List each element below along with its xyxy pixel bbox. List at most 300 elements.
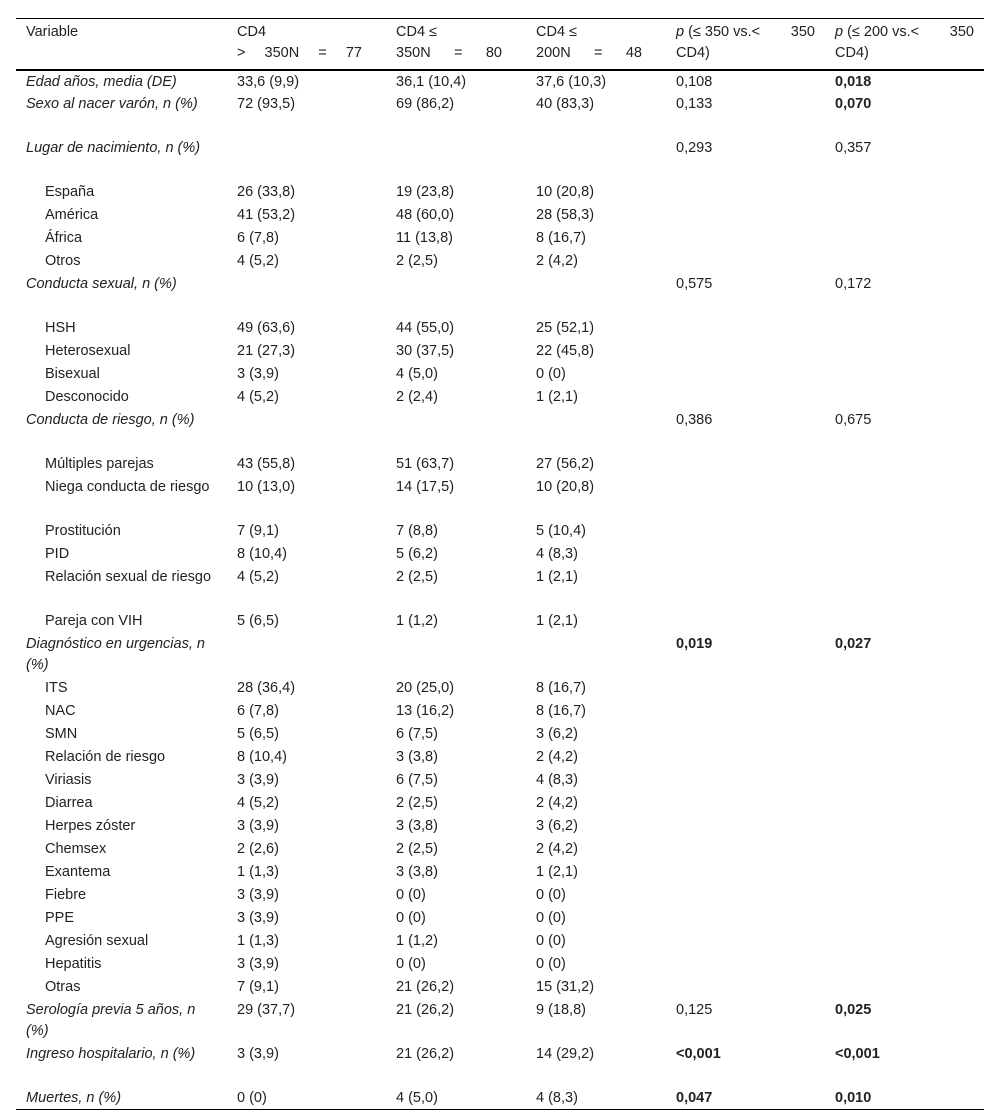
header-g3-n: 200N xyxy=(536,45,571,61)
cell-c1: 3 (3,9) xyxy=(237,886,279,903)
table-row xyxy=(16,633,984,677)
cell-c3: 3 (6,2) xyxy=(536,725,578,742)
table-row xyxy=(16,792,984,815)
header-p-350 xyxy=(666,19,825,70)
cell-c2: 21 (26,2) xyxy=(396,1001,455,1018)
cell-c3: 22 (45,8) xyxy=(536,342,595,359)
cell-c2: 2 (2,5) xyxy=(396,794,438,811)
row-label-text: Fiebre xyxy=(45,886,87,903)
table-row xyxy=(16,884,984,907)
table-row xyxy=(16,838,984,861)
cell-p2 xyxy=(825,792,984,815)
cell-c2: 21 (26,2) xyxy=(396,978,455,995)
row-label-text: Exantema xyxy=(45,863,111,880)
cell-c2: 13 (16,2) xyxy=(396,702,455,719)
cell-c2: 4 (5,0) xyxy=(396,365,438,382)
cell-c3: 40 (83,3) xyxy=(536,95,595,112)
category-label xyxy=(16,884,227,907)
table-row xyxy=(16,520,984,543)
cell-p2 xyxy=(825,520,984,543)
cell-c2: 6 (7,5) xyxy=(396,771,438,788)
cell-p1 xyxy=(666,317,825,340)
cell-p2 xyxy=(825,250,984,273)
cell-c3: 8 (16,7) xyxy=(536,679,586,696)
cell-p1 xyxy=(666,792,825,815)
header-g1-op: > xyxy=(237,45,246,61)
cell-c1: 10 (13,0) xyxy=(237,478,296,495)
category-label xyxy=(16,250,227,273)
cell-c2: 36,1 (10,4) xyxy=(396,73,467,90)
cell-c3: 10 (20,8) xyxy=(536,183,595,200)
table-row xyxy=(16,700,984,723)
cell-c3: 0 (0) xyxy=(536,909,566,926)
row-label-text: NAC xyxy=(45,702,76,719)
cell-p1: 0,293 xyxy=(676,139,713,156)
variable-label xyxy=(16,273,227,317)
cell-c2: 4 (5,0) xyxy=(386,1087,526,1110)
header-row xyxy=(16,19,984,70)
cell-p2: 0,018 xyxy=(835,73,872,90)
cell-p2 xyxy=(825,543,984,566)
category-label xyxy=(16,907,227,930)
cell-p2 xyxy=(825,861,984,884)
table-row xyxy=(16,999,984,1043)
cell-p1: 0,575 xyxy=(676,275,713,292)
cell-c3: 2 (4,2) xyxy=(536,794,578,811)
cell-p1: 0,386 xyxy=(676,411,713,428)
header-p2-symbol: p xyxy=(835,24,844,40)
cell-c1: 7 (9,1) xyxy=(237,522,279,539)
cell-c1: 4 (5,2) xyxy=(237,388,279,405)
cell-c2: 2 (2,5) xyxy=(396,840,438,857)
cell-p2 xyxy=(825,227,984,250)
cell-c3: 2 (4,2) xyxy=(536,840,578,857)
header-p-200-line2: CD4) xyxy=(835,45,869,61)
row-label-text: Múltiples parejas xyxy=(45,455,154,472)
cell-c2: 30 (37,5) xyxy=(396,342,455,359)
header-cd4-le-350-line2 xyxy=(396,43,502,64)
cell-p1 xyxy=(666,204,825,227)
category-label xyxy=(16,861,227,884)
cell-c1: 1 (1,3) xyxy=(237,863,279,880)
variable-label xyxy=(16,70,227,93)
table-row xyxy=(16,907,984,930)
cell-c2: 0 (0) xyxy=(396,955,426,972)
table-row xyxy=(16,1043,984,1087)
cell-p1: 0,133 xyxy=(676,95,713,112)
cell-c3: 37,6 (10,3) xyxy=(536,73,607,90)
header-g2-n: 350N xyxy=(396,45,431,61)
category-label xyxy=(16,520,227,543)
cell-p1 xyxy=(666,723,825,746)
table-row xyxy=(16,861,984,884)
cell-c3 xyxy=(526,409,666,453)
cell-p1 xyxy=(666,838,825,861)
cell-p1 xyxy=(666,861,825,884)
cell-c3: 1 (2,1) xyxy=(536,612,578,629)
cell-p2 xyxy=(825,453,984,476)
header-g3-count: 48 xyxy=(625,45,642,61)
category-label xyxy=(16,317,227,340)
cell-c1: 6 (7,8) xyxy=(237,702,279,719)
cell-c2: 11 (13,8) xyxy=(396,229,453,246)
category-label xyxy=(16,453,227,476)
cell-c2: 69 (86,2) xyxy=(396,95,455,112)
cell-p2 xyxy=(825,181,984,204)
cell-p1 xyxy=(666,386,825,409)
cell-p2 xyxy=(825,677,984,700)
cell-c1: 33,6 (9,9) xyxy=(237,73,300,90)
row-label-text: Sexo al nacer varón, n (%) xyxy=(26,95,198,112)
cell-c3: 1 (2,1) xyxy=(536,388,578,405)
cell-c3: 0 (0) xyxy=(536,365,566,382)
table-row xyxy=(16,1087,984,1110)
row-label-text: Relación de riesgo xyxy=(45,748,166,765)
header-p1-value: 350 xyxy=(790,24,815,40)
header-cd4-gt-350-line2 xyxy=(237,43,362,64)
cell-c2: 2 (2,4) xyxy=(396,388,438,405)
header-cd4-le-350 xyxy=(386,19,526,70)
cell-p1 xyxy=(666,700,825,723)
cell-c1: 0 (0) xyxy=(227,1087,386,1110)
cell-c2: 44 (55,0) xyxy=(396,319,455,336)
cell-p2: 0,025 xyxy=(835,1001,872,1018)
cell-p2 xyxy=(825,769,984,792)
cell-c1: 8 (10,4) xyxy=(237,545,287,562)
cell-c1: 3 (3,9) xyxy=(237,771,279,788)
cell-c1: 72 (93,5) xyxy=(237,95,296,112)
row-label-text: Otras xyxy=(45,978,81,995)
cell-c2: 3 (3,8) xyxy=(396,748,438,765)
cell-p2 xyxy=(825,838,984,861)
cell-c3: 3 (6,2) xyxy=(536,817,578,834)
cell-p2 xyxy=(825,700,984,723)
table-row xyxy=(16,273,984,317)
row-label-text: Viriasis xyxy=(45,771,92,788)
category-label xyxy=(16,543,227,566)
cell-p1 xyxy=(666,815,825,838)
cell-p2 xyxy=(825,723,984,746)
cell-c1: 41 (53,2) xyxy=(237,206,296,223)
cell-c3 xyxy=(526,137,666,181)
cell-c1: 4 (5,2) xyxy=(237,794,279,811)
header-cd4-le-200-line1: CD4 ≤ xyxy=(536,24,577,40)
cell-p1 xyxy=(666,677,825,700)
row-label-text: África xyxy=(45,229,83,246)
header-g3-eq: = xyxy=(594,45,603,61)
cell-c3 xyxy=(526,273,666,317)
cell-c3: 8 (16,7) xyxy=(536,702,586,719)
row-label-text: Diagnóstico en urgencias, n (%) xyxy=(26,635,205,673)
cell-c2: 0 (0) xyxy=(396,886,426,903)
row-label-text: Niega conducta de riesgo xyxy=(45,478,210,495)
header-variable-text: Variable xyxy=(26,24,79,40)
cell-c2: 51 (63,7) xyxy=(396,455,455,472)
cell-p1: 0,047 xyxy=(666,1087,825,1110)
cell-p1: 0,108 xyxy=(676,73,713,90)
row-label-text: Relación sexual de riesgo xyxy=(45,568,212,585)
row-label-text: PID xyxy=(45,545,70,562)
cell-p2 xyxy=(825,476,984,520)
cell-p1: 0,125 xyxy=(676,1001,713,1018)
table-row xyxy=(16,746,984,769)
cell-c1: 3 (3,9) xyxy=(237,1045,279,1062)
row-label-text: Muertes, n (%) xyxy=(26,1089,122,1106)
cell-c1: 6 (7,8) xyxy=(237,229,279,246)
header-g1-count: 77 xyxy=(345,45,362,61)
header-variable xyxy=(16,19,227,70)
cell-p2 xyxy=(825,746,984,769)
cell-c2: 3 (3,8) xyxy=(396,863,438,880)
header-g2-eq: = xyxy=(454,45,463,61)
header-p-200 xyxy=(825,19,984,70)
cell-c2: 20 (25,0) xyxy=(396,679,455,696)
cell-c3: 1 (2,1) xyxy=(536,863,578,880)
cell-c1: 3 (3,9) xyxy=(237,955,279,972)
category-label xyxy=(16,976,227,999)
header-p2-text: (≤ 200 vs.< xyxy=(843,24,920,40)
cell-c3: 27 (56,2) xyxy=(536,455,595,472)
cell-p2 xyxy=(825,610,984,633)
row-label-text: Lugar de nacimiento, n (%) xyxy=(26,139,201,156)
variable-label xyxy=(16,93,227,137)
table-row xyxy=(16,386,984,409)
row-label-text: SMN xyxy=(45,725,78,742)
cell-p1 xyxy=(666,566,825,610)
cell-c2: 19 (23,8) xyxy=(396,183,455,200)
cell-p1 xyxy=(666,227,825,250)
cell-c2: 1 (1,2) xyxy=(396,612,438,629)
category-label xyxy=(16,838,227,861)
cell-p2 xyxy=(825,340,984,363)
cell-p2 xyxy=(825,204,984,227)
header-p-350-line1 xyxy=(676,22,815,43)
variable-label xyxy=(16,633,227,677)
table-row xyxy=(16,677,984,700)
cell-c3: 0 (0) xyxy=(536,955,566,972)
row-label-text: PPE xyxy=(45,909,75,926)
cell-p1 xyxy=(666,976,825,999)
table-row xyxy=(16,204,984,227)
header-cd4-gt-350 xyxy=(227,19,386,70)
cell-c2: 3 (3,8) xyxy=(396,817,438,834)
category-label xyxy=(16,723,227,746)
cell-p1 xyxy=(666,769,825,792)
category-label xyxy=(16,930,227,953)
header-cd4-le-350-line1: CD4 ≤ xyxy=(396,24,437,40)
cell-c3: 2 (4,2) xyxy=(536,252,578,269)
category-label xyxy=(16,227,227,250)
header-g1-eq: = xyxy=(318,45,327,61)
header-g1-n: 350N xyxy=(264,45,300,61)
header-p-200-line1 xyxy=(835,22,974,43)
row-label-text: HSH xyxy=(45,319,76,336)
table-row xyxy=(16,723,984,746)
cell-c1: 4 (5,2) xyxy=(237,568,279,585)
row-label-text: Heterosexual xyxy=(45,342,131,359)
category-label xyxy=(16,792,227,815)
cell-p1 xyxy=(666,453,825,476)
category-label xyxy=(16,953,227,976)
row-label-text: América xyxy=(45,206,99,223)
header-p2-value: 350 xyxy=(949,24,974,40)
cell-c3: 10 (20,8) xyxy=(536,478,595,495)
cell-c1: 29 (37,7) xyxy=(237,1001,296,1018)
category-label xyxy=(16,815,227,838)
header-g2-count: 80 xyxy=(485,45,502,61)
cell-c1: 5 (6,5) xyxy=(237,725,279,742)
cell-p2: 0,172 xyxy=(835,275,872,292)
cell-c1: 3 (3,9) xyxy=(237,365,279,382)
table-row xyxy=(16,363,984,386)
row-label-text: España xyxy=(45,183,95,200)
row-label-text: Bisexual xyxy=(45,365,100,382)
cell-p2 xyxy=(825,386,984,409)
table-row xyxy=(16,137,984,181)
row-label-text: Conducta sexual, n (%) xyxy=(26,275,177,292)
cell-c1: 26 (33,8) xyxy=(237,183,296,200)
row-label-text: Desconocido xyxy=(45,388,129,405)
category-label xyxy=(16,204,227,227)
cell-c2: 5 (6,2) xyxy=(396,545,438,562)
table-row xyxy=(16,70,984,93)
cell-p1: 0,019 xyxy=(676,635,713,652)
row-label-text: Prostitución xyxy=(45,522,121,539)
cell-p2 xyxy=(825,363,984,386)
table-row xyxy=(16,543,984,566)
row-label-text: Pareja con VIH xyxy=(45,612,143,629)
table-row xyxy=(16,340,984,363)
cell-p1 xyxy=(666,884,825,907)
cell-c3: 14 (29,2) xyxy=(536,1045,595,1062)
cell-c1: 7 (9,1) xyxy=(237,978,279,995)
cell-p1: <0,001 xyxy=(676,1045,721,1062)
category-label xyxy=(16,181,227,204)
cell-c1: 4 (5,2) xyxy=(237,252,279,269)
cell-p1 xyxy=(666,476,825,520)
cell-c1: 49 (63,6) xyxy=(237,319,296,336)
category-label xyxy=(16,610,227,633)
cell-c3: 4 (8,3) xyxy=(536,771,578,788)
variable-label xyxy=(16,999,227,1043)
table-row xyxy=(16,930,984,953)
cell-p2 xyxy=(825,884,984,907)
header-cd4-le-200 xyxy=(526,19,666,70)
table-body xyxy=(16,70,984,1110)
cell-c2 xyxy=(386,633,526,677)
cell-c3: 15 (31,2) xyxy=(536,978,595,995)
table-row xyxy=(16,610,984,633)
cell-c2: 2 (2,5) xyxy=(396,568,438,585)
table-row xyxy=(16,409,984,453)
cell-c2 xyxy=(386,409,526,453)
row-label-text: Diarrea xyxy=(45,794,93,811)
cell-c3: 25 (52,1) xyxy=(536,319,595,336)
category-label xyxy=(16,769,227,792)
cell-p1 xyxy=(666,746,825,769)
variable-label xyxy=(16,1087,227,1110)
cell-p1 xyxy=(666,610,825,633)
category-label xyxy=(16,566,227,610)
cell-c1: 5 (6,5) xyxy=(237,612,279,629)
table-row xyxy=(16,227,984,250)
cell-c2: 21 (26,2) xyxy=(396,1045,455,1062)
variable-label xyxy=(16,409,227,453)
cell-p1 xyxy=(666,340,825,363)
cell-p2: 0,070 xyxy=(835,95,872,112)
cell-c2: 14 (17,5) xyxy=(396,478,455,495)
cell-c3: 0 (0) xyxy=(536,886,566,903)
cell-c3: 8 (16,7) xyxy=(536,229,586,246)
cell-c3: 4 (8,3) xyxy=(526,1087,666,1110)
table-row xyxy=(16,250,984,273)
table-header xyxy=(16,19,984,70)
row-label-text: Herpes zóster xyxy=(45,817,136,834)
table-row xyxy=(16,317,984,340)
row-label-text: Serología previa 5 años, n (%) xyxy=(26,1001,196,1039)
cell-p1 xyxy=(666,520,825,543)
cell-p2: 0,357 xyxy=(835,139,872,156)
variable-label xyxy=(16,1043,227,1087)
cell-c1 xyxy=(227,273,386,317)
table-row xyxy=(16,93,984,137)
cell-p2: 0,010 xyxy=(825,1087,984,1110)
table-row xyxy=(16,181,984,204)
header-cd4-gt-350-line1: CD4 xyxy=(237,24,267,40)
cell-p2 xyxy=(825,953,984,976)
row-label-text: Chemsex xyxy=(45,840,107,857)
cell-c1: 8 (10,4) xyxy=(237,748,287,765)
table-row xyxy=(16,453,984,476)
category-label xyxy=(16,386,227,409)
table-row xyxy=(16,976,984,999)
cell-c3: 0 (0) xyxy=(536,932,566,949)
category-label xyxy=(16,746,227,769)
variable-label xyxy=(16,137,227,181)
category-label xyxy=(16,700,227,723)
table-row xyxy=(16,566,984,610)
cell-p2 xyxy=(825,930,984,953)
cell-p2: <0,001 xyxy=(835,1045,880,1062)
table-row xyxy=(16,476,984,520)
cell-p1 xyxy=(666,907,825,930)
table-row xyxy=(16,769,984,792)
cell-c1: 43 (55,8) xyxy=(237,455,296,472)
cell-p2 xyxy=(825,907,984,930)
cell-c3: 28 (58,3) xyxy=(536,206,595,223)
cell-p1 xyxy=(666,543,825,566)
cell-c2: 0 (0) xyxy=(396,909,426,926)
cell-c1 xyxy=(227,137,386,181)
cell-c1 xyxy=(227,633,386,677)
category-label xyxy=(16,340,227,363)
results-table-container xyxy=(16,18,984,1110)
cell-c1: 3 (3,9) xyxy=(237,817,279,834)
row-label-text: Otros xyxy=(45,252,81,269)
cell-p2 xyxy=(825,976,984,999)
cell-p2 xyxy=(825,566,984,610)
row-label-text: Conducta de riesgo, n (%) xyxy=(26,411,195,428)
category-label xyxy=(16,476,227,520)
cell-p1 xyxy=(666,250,825,273)
cell-p1 xyxy=(666,363,825,386)
cell-c1: 21 (27,3) xyxy=(237,342,296,359)
cell-c3: 1 (2,1) xyxy=(536,568,578,585)
results-table xyxy=(16,18,984,1110)
row-label-text: Hepatitis xyxy=(45,955,102,972)
header-cd4-le-200-line2 xyxy=(536,43,642,64)
row-label-text: ITS xyxy=(45,679,68,696)
